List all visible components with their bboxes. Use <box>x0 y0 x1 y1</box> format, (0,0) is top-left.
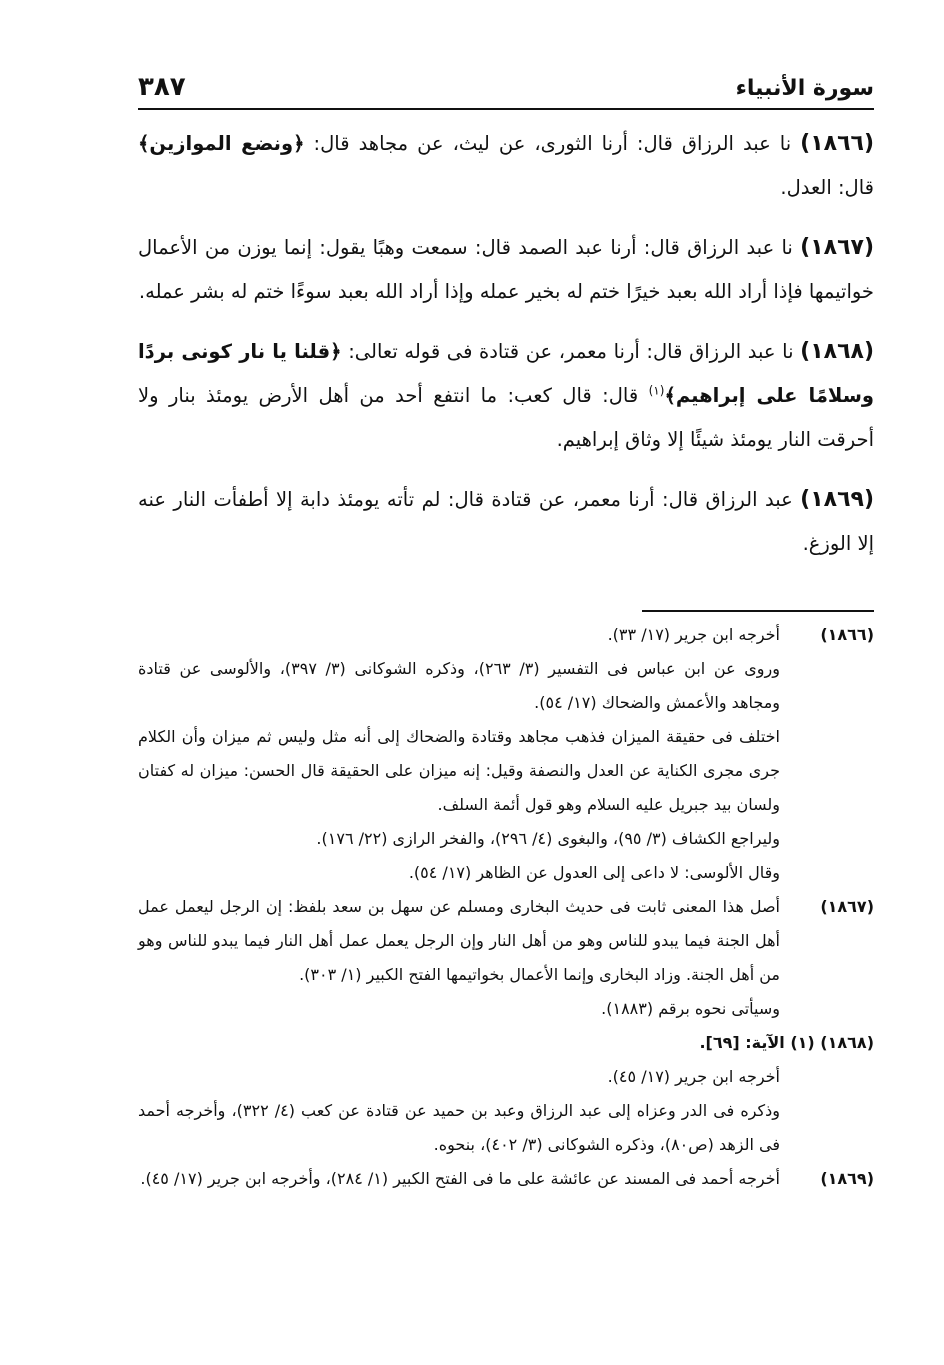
narration-text: نا عبد الرزاق قال: أرنا الثورى، عن ليث، عن مجاهد قال: <box>304 132 801 155</box>
footnote-line: أخرجه أحمد فى المسند عن عائشة على ما فى الفتح الكبير (١/ ٢٨٤)، وأخرجه ابن جرير (١٧/ ٤٥). <box>140 1169 780 1188</box>
footnote-line: وسيأتى نحوه برقم (١٨٨٣). <box>601 999 780 1018</box>
footnote-line <box>138 1026 780 1060</box>
narration-1868 <box>138 330 874 462</box>
narration-1869 <box>138 478 874 566</box>
footnote-1869 <box>138 1162 874 1196</box>
main-text <box>138 122 874 582</box>
footnote-line: أصل هذا المعنى ثابت فى حديث البخارى ومسلم عن سهل بن سعد بلفظ: إن الرجل ليعمل عمل أهل الجنة فيما يبدو للناس وهو من أهل النار وإن الرجل يعمل عمل أهل النار فيما يبدو للناس وهو من أهل الجنة. وزاد البخارى وإنما الأعمال بخواتيمها الفتح الكبير (١/ ٣٠٣). <box>138 897 780 984</box>
page-header <box>138 70 874 110</box>
quran-quote: ﴿قلنا يا نار كونى بردًا وسلامًا على إبراهيم﴾ <box>138 340 874 407</box>
footnote-line: وليراجع الكشاف (٣/ ٩٥)، والبغوى (٤/ ٢٩٦)، والفخر الرازى (٢٢/ ١٧٦). <box>316 829 780 848</box>
narration-number: (١٨٦٩) <box>800 487 874 512</box>
narration-number: (١٨٦٧) <box>800 235 874 260</box>
footnote-line: وروى عن ابن عباس فى التفسير (٣/ ٢٦٣)، وذكره الشوكانى (٣/ ٣٩٧)، والألوسى عن قتادة ومجاهد والأعمش والضحاك (١٧/ ٥٤). <box>138 659 780 712</box>
footnotes <box>138 618 874 1196</box>
narration-number: (١٨٦٨) <box>800 339 874 364</box>
footnote-1868 <box>138 1026 874 1162</box>
footnote-label: (١٨٦٩) <box>820 1169 874 1188</box>
narration-text: قال: قال كعب: ما انتفع أحد من أهل الأرض يومئذ بنار ولا أحرقت النار يومئذ شيئًا إلا وثاق إبراهيم. <box>138 384 874 451</box>
footnote-label: (١٨٦٨) (١) الآية: [٦٩]. <box>699 1033 874 1052</box>
footnote-1867 <box>138 890 874 1026</box>
footnote-line: وذكره فى الدر وعزاه إلى عبد الرزاق وعبد بن حميد عن قتادة عن كعب (٤/ ٣٢٢)، وأخرجه أحمد فى الزهد (ص٨٠)، وذكره الشوكانى (٣/ ٤٠٢)، بنحوه. <box>138 1101 780 1154</box>
narration-text: قال: العدل. <box>780 176 874 199</box>
footnote-label: (١٨٦٦) <box>820 625 874 644</box>
narration-1867 <box>138 226 874 314</box>
footnote-line: أخرجه ابن جرير (١٧/ ٣٣). <box>607 625 780 644</box>
header-rule <box>138 108 874 110</box>
footnote-line: وقال الألوسى: لا داعى إلى العدول عن الظاهر (١٧/ ٥٤). <box>408 863 780 882</box>
footnote-separator <box>642 610 874 612</box>
narration-text: عبد الرزاق قال: أرنا معمر، عن قتادة قال: لم تأته يومئذ دابة إلا أطفأت النار عنه إلا الوزغ. <box>138 488 874 555</box>
narration-text: نا عبد الرزاق قال: أرنا عبد الصمد قال: سمعت وهبًا يقول: إنما يوزن من الأعمال خواتيمها فإذا أراد الله بعبد خيرًا ختم له بخير عمله وإذا أراد الله بعبد سوءًا ختم له بشر عمله. <box>138 236 874 303</box>
footnote-ref: (١) <box>648 383 665 398</box>
surah-title: سورة الأنبياء <box>735 76 874 101</box>
footnote-1866 <box>138 618 874 890</box>
narration-number: (١٨٦٦) <box>800 131 874 156</box>
footnote-label: (١٨٦٧) <box>820 897 874 916</box>
page-number: ٣٨٧ <box>138 72 186 102</box>
narration-text: نا عبد الرزاق قال: أرنا معمر، عن قتادة فى قوله تعالى: <box>341 340 801 363</box>
footnote-line: اختلف فى حقيقة الميزان فذهب مجاهد وقتادة والضحاك إلى أنه مثل وليس ثم ميزان وأن الكلام جرى مجرى الكناية عن العدل والنصفة وقيل: إنه ميزان على الحقيقة قال الحسن: ميزان له كفتان ولسان بيد جبريل عليه السلام وهو قول أئمة السلف. <box>138 727 780 814</box>
narration-1866 <box>138 122 874 210</box>
footnote-line: أخرجه ابن جرير (١٧/ ٤٥). <box>607 1067 780 1086</box>
quran-quote: ﴿ونضع الموازين﴾ <box>138 132 305 155</box>
